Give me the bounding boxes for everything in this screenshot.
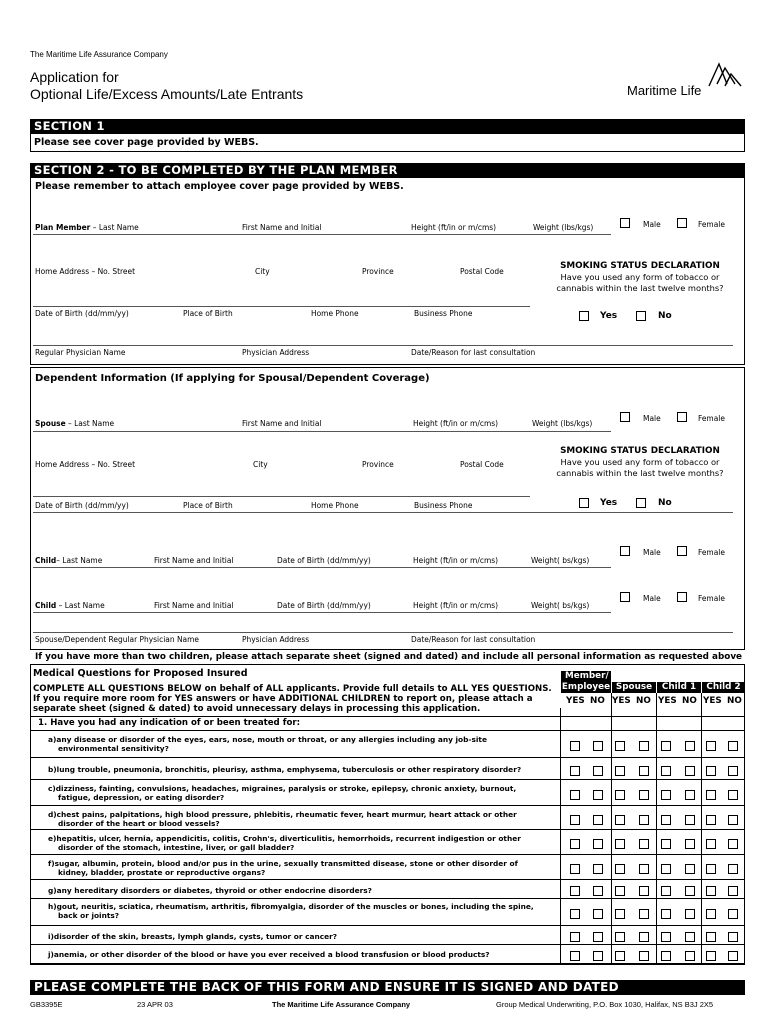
child1-female-label: Female bbox=[698, 547, 725, 557]
spouse-smoking-line2: cannabis within the last twelve months? bbox=[556, 468, 724, 478]
spouse-smoking-heading: SMOKING STATUS DECLARATION bbox=[560, 446, 720, 456]
question-h-yes-checkbox[interactable] bbox=[706, 909, 716, 919]
question-b-no-checkbox[interactable] bbox=[593, 766, 603, 776]
question-c-yes-checkbox[interactable] bbox=[661, 790, 671, 800]
question-i bbox=[48, 932, 337, 941]
question-j-yes-checkbox[interactable] bbox=[661, 951, 671, 961]
question-f-yes-checkbox[interactable] bbox=[570, 864, 580, 874]
plan-member-label: Plan Member – Last Name bbox=[35, 222, 139, 232]
child2-bottom-underline bbox=[33, 632, 733, 633]
question-line1: g)any hereditary disorders or diabetes, thyroid or other endocrine disorders? bbox=[48, 885, 372, 895]
child2-weight-label: Weight( bs/kgs) bbox=[531, 600, 590, 610]
question-c-no-checkbox[interactable] bbox=[728, 790, 738, 800]
section2-note: Please remember to attach employee cover page provided by WEBS. bbox=[35, 181, 404, 192]
physician-address-label: Physician Address bbox=[242, 347, 310, 357]
spouse-postal-label: Postal Code bbox=[460, 459, 504, 469]
question-a-no-checkbox[interactable] bbox=[728, 741, 738, 751]
medical-instr3: separate sheet (signed & dated) to avoid unnecessary delays in processing this application. bbox=[33, 704, 481, 714]
section2-header: SECTION 2 - TO BE COMPLETED BY THE PLAN MEMBER bbox=[30, 163, 745, 177]
spouse-underline bbox=[33, 431, 611, 432]
dependent-title: Dependent Information (If applying for Spousal/Dependent Coverage) bbox=[35, 373, 430, 384]
question-a-yes-checkbox[interactable] bbox=[615, 741, 625, 751]
child1-weight-label: Weight( bs/kgs) bbox=[531, 555, 590, 565]
question-f-yes-checkbox[interactable] bbox=[706, 864, 716, 874]
child2-female-checkbox[interactable] bbox=[677, 592, 687, 602]
col-employee: Employee bbox=[561, 682, 611, 692]
question-f-yes-checkbox[interactable] bbox=[615, 864, 625, 874]
member-female-checkbox[interactable] bbox=[677, 218, 687, 228]
question-i-yes-checkbox[interactable] bbox=[615, 932, 625, 942]
spouse-smoker-no-checkbox[interactable] bbox=[636, 498, 646, 508]
dependent-physician-name-label: Spouse/Dependent Regular Physician Name bbox=[35, 634, 199, 644]
question-e-yes-checkbox[interactable] bbox=[615, 839, 625, 849]
question-h-no-checkbox[interactable] bbox=[593, 909, 603, 919]
yes-head-3: YES bbox=[658, 696, 677, 706]
child2-underline bbox=[33, 612, 611, 613]
yes-head-4: YES bbox=[703, 696, 722, 706]
question-j-no-checkbox[interactable] bbox=[728, 951, 738, 961]
question-e-no-checkbox[interactable] bbox=[728, 839, 738, 849]
question-a-no-checkbox[interactable] bbox=[639, 741, 649, 751]
home-address-label: Home Address – No. Street bbox=[35, 266, 135, 276]
question-e-no-checkbox[interactable] bbox=[593, 839, 603, 849]
question-g-no-checkbox[interactable] bbox=[593, 886, 603, 896]
question-b-no-checkbox[interactable] bbox=[685, 766, 695, 776]
child1-label: Child– Last Name bbox=[35, 555, 103, 565]
weight-label: Weight (lbs/kgs) bbox=[533, 222, 594, 232]
question-b bbox=[48, 765, 521, 774]
member-smoker-no-checkbox[interactable] bbox=[636, 311, 646, 321]
spouse-province-label: Province bbox=[362, 459, 394, 469]
question-a-yes-checkbox[interactable] bbox=[661, 741, 671, 751]
member-smoker-yes-checkbox[interactable] bbox=[579, 311, 589, 321]
height-label: Height (ft/in or m/cms) bbox=[411, 222, 497, 232]
question-divider bbox=[30, 898, 745, 899]
question-divider bbox=[30, 829, 745, 830]
footer-address: Group Medical Underwriting, P.O. Box 1030, Halifax, NS B3J 2X5 bbox=[496, 1000, 714, 1009]
question-line1: i)disorder of the skin, breasts, lymph glands, cysts, tumor or cancer? bbox=[48, 931, 338, 941]
question-c-no-checkbox[interactable] bbox=[639, 790, 649, 800]
question-a-no-checkbox[interactable] bbox=[593, 741, 603, 751]
question-b-no-checkbox[interactable] bbox=[728, 766, 738, 776]
no-head-4: NO bbox=[727, 696, 742, 706]
question-h-no-checkbox[interactable] bbox=[728, 909, 738, 919]
question-line1: a)any disease or disorder of the eyes, ears, nose, mouth or throat, or any allergies including any job-site bbox=[48, 735, 487, 744]
question-divider bbox=[30, 963, 745, 964]
address-underline bbox=[33, 306, 530, 307]
spouse-smoker-yes-label: Yes bbox=[600, 498, 618, 508]
col-divider-1 bbox=[560, 708, 561, 965]
child2-female-label: Female bbox=[698, 593, 725, 603]
child2-first-name-label: First Name and Initial bbox=[154, 600, 234, 610]
question-b-yes-checkbox[interactable] bbox=[706, 766, 716, 776]
question-e-no-checkbox[interactable] bbox=[639, 839, 649, 849]
child1-female-checkbox[interactable] bbox=[677, 546, 687, 556]
form-code: GB3395E bbox=[30, 1000, 63, 1009]
child1-dob-label: Date of Birth (dd/mm/yy) bbox=[277, 555, 371, 565]
member-smoker-no-label: No bbox=[658, 311, 672, 321]
question-a-yes-checkbox[interactable] bbox=[706, 741, 716, 751]
question-divider bbox=[30, 854, 745, 855]
question-i-no-checkbox[interactable] bbox=[728, 932, 738, 942]
question-g-no-checkbox[interactable] bbox=[728, 886, 738, 896]
logo-text: Maritime Life bbox=[627, 83, 702, 98]
spouse-smoking-declaration bbox=[540, 446, 740, 479]
last-consultation-label: Date/Reason for last consultation bbox=[411, 347, 536, 357]
spouse-birth-underline bbox=[33, 512, 733, 513]
question-divider bbox=[30, 944, 745, 945]
question-line1: c)dizziness, fainting, convulsions, headaches, migraines, paralysis or stroke, epilepsy, chronic anxiety, burnout, bbox=[48, 784, 517, 793]
question-f-no-checkbox[interactable] bbox=[685, 864, 695, 874]
col-child1: Child 1 bbox=[657, 682, 701, 693]
spouse-first-name-label: First Name and Initial bbox=[242, 418, 322, 428]
child1-male-checkbox[interactable] bbox=[620, 546, 630, 556]
medical-instr1: COMPLETE ALL QUESTIONS BELOW on behalf of ALL applicants. Provide full details to ALL YES QUESTIONS. bbox=[33, 684, 552, 694]
question-divider bbox=[30, 779, 745, 780]
question-j-no-checkbox[interactable] bbox=[639, 951, 649, 961]
yes-head-2: YES bbox=[612, 696, 631, 706]
question-c-no-checkbox[interactable] bbox=[593, 790, 603, 800]
member-male-label: Male bbox=[643, 219, 661, 229]
child1-first-name-label: First Name and Initial bbox=[154, 555, 234, 565]
form-date: 23 APR 03 bbox=[137, 1000, 173, 1009]
question-i-no-checkbox[interactable] bbox=[639, 932, 649, 942]
child1-height-label: Height (ft/in or m/cms) bbox=[413, 555, 499, 565]
question-h-yes-checkbox[interactable] bbox=[661, 909, 671, 919]
question-d-no-checkbox[interactable] bbox=[593, 815, 603, 825]
child2-male-label: Male bbox=[643, 593, 661, 603]
question-f-no-checkbox[interactable] bbox=[728, 864, 738, 874]
question-f-no-checkbox[interactable] bbox=[639, 864, 649, 874]
question-line1: d)chest pains, palpitations, high blood pressure, phlebitis, rheumatic fever, heart murmur, heart attack or other bbox=[48, 810, 517, 819]
section1-box bbox=[30, 133, 745, 152]
question-line2: kidney, bladder, prostate or reproductive organs? bbox=[58, 868, 266, 877]
question-e-yes-checkbox[interactable] bbox=[661, 839, 671, 849]
no-head-1: NO bbox=[590, 696, 605, 706]
question-j-yes-checkbox[interactable] bbox=[706, 951, 716, 961]
question-b-yes-checkbox[interactable] bbox=[615, 766, 625, 776]
question-j-no-checkbox[interactable] bbox=[593, 951, 603, 961]
question-divider bbox=[30, 879, 745, 880]
physician-name-label: Regular Physician Name bbox=[35, 347, 126, 357]
question-a bbox=[48, 735, 487, 753]
question-d-yes-checkbox[interactable] bbox=[706, 815, 716, 825]
logo-mark-icon bbox=[695, 58, 745, 88]
medical-title: Medical Questions for Proposed Insured bbox=[33, 668, 248, 679]
spouse-place-of-birth-label: Place of Birth bbox=[183, 500, 233, 510]
question-g-yes-checkbox[interactable] bbox=[615, 886, 625, 896]
spouse-height-label: Height (ft/in or m/cms) bbox=[413, 418, 499, 428]
spouse-smoking-line1: Have you used any form of tobacco or bbox=[560, 457, 720, 467]
spouse-smoker-yes-checkbox[interactable] bbox=[579, 498, 589, 508]
q1-text: 1. Have you had any indication of or been treated for: bbox=[38, 718, 301, 728]
question-i-no-checkbox[interactable] bbox=[593, 932, 603, 942]
spouse-home-phone-label: Home Phone bbox=[311, 500, 359, 510]
question-g-no-checkbox[interactable] bbox=[639, 886, 649, 896]
question-f-yes-checkbox[interactable] bbox=[661, 864, 671, 874]
question-d-no-checkbox[interactable] bbox=[728, 815, 738, 825]
spouse-male-label: Male bbox=[643, 413, 661, 423]
question-line1: h)gout, neuritis, sciatica, rheumatism, arthritis, fibromyalgia, disorder of the muscles or bones, including the spine, bbox=[48, 902, 534, 911]
yes-head-1: YES bbox=[566, 696, 585, 706]
question-j bbox=[48, 950, 490, 959]
question-line2: back or joints? bbox=[58, 911, 120, 920]
medical-instr2: If you require more room for YES answers or have ADDITIONAL CHILDREN to report on, please attach a bbox=[33, 694, 533, 704]
child1-male-label: Male bbox=[643, 547, 661, 557]
col-member-top: Member/ bbox=[561, 671, 611, 682]
section1-note: Please see cover page provided by WEBS. bbox=[34, 137, 259, 148]
spouse-label: Spouse – Last Name bbox=[35, 418, 115, 428]
question-a-yes-checkbox[interactable] bbox=[570, 741, 580, 751]
question-a-no-checkbox[interactable] bbox=[685, 741, 695, 751]
title-line-2: Optional Life/Excess Amounts/Late Entrants bbox=[30, 86, 304, 102]
first-name-label: First Name and Initial bbox=[242, 222, 322, 232]
question-line2: disorder of the heart or blood vessels? bbox=[58, 819, 220, 828]
question-h-yes-checkbox[interactable] bbox=[570, 909, 580, 919]
spouse-business-phone-label: Business Phone bbox=[414, 500, 473, 510]
question-d-yes-checkbox[interactable] bbox=[661, 815, 671, 825]
postal-code-label: Postal Code bbox=[460, 266, 504, 276]
question-e-yes-checkbox[interactable] bbox=[570, 839, 580, 849]
question-j-yes-checkbox[interactable] bbox=[615, 951, 625, 961]
question-f bbox=[48, 859, 518, 877]
question-divider bbox=[30, 925, 745, 926]
question-c-no-checkbox[interactable] bbox=[685, 790, 695, 800]
question-line2: fatigue, depression, or eating disorder? bbox=[58, 793, 225, 802]
question-e-no-checkbox[interactable] bbox=[685, 839, 695, 849]
question-e-yes-checkbox[interactable] bbox=[706, 839, 716, 849]
question-d-no-checkbox[interactable] bbox=[639, 815, 649, 825]
question-i-no-checkbox[interactable] bbox=[685, 932, 695, 942]
question-line2: disorder of the stomach, intestine, liver, or gall bladder? bbox=[58, 843, 295, 852]
question-b-yes-checkbox[interactable] bbox=[661, 766, 671, 776]
dependent-consultation-label: Date/Reason for last consultation bbox=[411, 634, 536, 644]
spouse-dob-label: Date of Birth (dd/mm/yy) bbox=[35, 500, 129, 510]
question-b-no-checkbox[interactable] bbox=[639, 766, 649, 776]
question-g-no-checkbox[interactable] bbox=[685, 886, 695, 896]
plan-member-underline bbox=[33, 234, 611, 235]
section1-header: SECTION 1 bbox=[30, 119, 745, 133]
dob-label: Date of Birth (dd/mm/yy) bbox=[35, 308, 129, 318]
col-spouse: Spouse bbox=[612, 682, 656, 693]
member-male-checkbox[interactable] bbox=[620, 218, 630, 228]
company-name: The Maritime Life Assurance Company bbox=[30, 50, 168, 59]
question-c-yes-checkbox[interactable] bbox=[706, 790, 716, 800]
question-i-yes-checkbox[interactable] bbox=[570, 932, 580, 942]
spouse-smoker-no-label: No bbox=[658, 498, 672, 508]
question-line1: b)lung trouble, pneumonia, bronchitis, pleurisy, asthma, emphysema, tuberculosis or other respiratory disorder? bbox=[48, 765, 522, 774]
spouse-city-label: City bbox=[253, 459, 268, 469]
question-j-yes-checkbox[interactable] bbox=[570, 951, 580, 961]
question-i-yes-checkbox[interactable] bbox=[706, 932, 716, 942]
question-g-yes-checkbox[interactable] bbox=[706, 886, 716, 896]
question-c bbox=[48, 784, 516, 802]
question-j-no-checkbox[interactable] bbox=[685, 951, 695, 961]
dependent-box bbox=[30, 367, 745, 650]
business-phone-label: Business Phone bbox=[414, 308, 473, 318]
q1-row-line bbox=[30, 716, 745, 717]
form-title bbox=[30, 69, 350, 103]
question-g-yes-checkbox[interactable] bbox=[661, 886, 671, 896]
spouse-male-checkbox[interactable] bbox=[620, 412, 630, 422]
question-i-yes-checkbox[interactable] bbox=[661, 932, 671, 942]
question-divider bbox=[30, 757, 745, 758]
child2-male-checkbox[interactable] bbox=[620, 592, 630, 602]
footer-company: The Maritime Life Assurance Company bbox=[272, 1000, 411, 1009]
complete-back-banner: PLEASE COMPLETE THE BACK OF THIS FORM AND ENSURE IT IS SIGNED AND DATED bbox=[30, 980, 745, 995]
question-f-no-checkbox[interactable] bbox=[593, 864, 603, 874]
member-smoking-declaration bbox=[540, 261, 740, 294]
member-female-label: Female bbox=[698, 219, 725, 229]
birth-underline bbox=[33, 345, 733, 346]
question-line1: j)anemia, or other disorder of the blood or have you ever received a blood transfusion or blood products? bbox=[48, 950, 490, 959]
question-divider bbox=[30, 805, 745, 806]
spouse-address-label: Home Address – No. Street bbox=[35, 459, 135, 469]
question-h-no-checkbox[interactable] bbox=[639, 909, 649, 919]
question-d-no-checkbox[interactable] bbox=[685, 815, 695, 825]
home-phone-label: Home Phone bbox=[311, 308, 359, 318]
spouse-weight-label: Weight (lbs/kgs) bbox=[532, 418, 593, 428]
question-b-yes-checkbox[interactable] bbox=[570, 766, 580, 776]
question-line1: f)sugar, albumin, protein, blood and/or pus in the urine, sexually transmitted disease, stone or other disorder of bbox=[48, 859, 518, 868]
place-of-birth-label: Place of Birth bbox=[183, 308, 233, 318]
child2-dob-label: Date of Birth (dd/mm/yy) bbox=[277, 600, 371, 610]
question-d bbox=[48, 810, 517, 828]
spouse-female-label: Female bbox=[698, 413, 725, 423]
question-d-yes-checkbox[interactable] bbox=[570, 815, 580, 825]
q1-bottom-line bbox=[30, 730, 745, 731]
title-line-1: Application for bbox=[30, 69, 119, 85]
province-label: Province bbox=[362, 266, 394, 276]
no-head-2: NO bbox=[636, 696, 651, 706]
question-c-yes-checkbox[interactable] bbox=[615, 790, 625, 800]
dependent-physician-address-label: Physician Address bbox=[242, 634, 310, 644]
question-line2: environmental sensitivity? bbox=[58, 744, 169, 753]
no-head-3: NO bbox=[682, 696, 697, 706]
col-child2: Child 2 bbox=[702, 682, 745, 693]
question-line1: e)hepatitis, ulcer, hernia, appendicitis, colitis, Crohn's, diverticulitis, hemorrhoids, recurrent indigestion or other bbox=[48, 834, 521, 843]
question-d-yes-checkbox[interactable] bbox=[615, 815, 625, 825]
question-g-yes-checkbox[interactable] bbox=[570, 886, 580, 896]
child2-label: Child – Last Name bbox=[35, 600, 105, 610]
child2-height-label: Height (ft/in or m/cms) bbox=[413, 600, 499, 610]
question-g bbox=[48, 886, 372, 895]
more-children-note: If you have more than two children, please attach separate sheet (signed and dated) and include all personal information as requested above bbox=[35, 652, 743, 662]
smoking-heading: SMOKING STATUS DECLARATION bbox=[560, 261, 720, 271]
smoking-line1: Have you used any form of tobacco or bbox=[560, 272, 720, 282]
spouse-address-underline bbox=[33, 496, 530, 497]
smoking-line2: cannabis within the last twelve months? bbox=[556, 283, 724, 293]
question-h bbox=[48, 902, 534, 920]
question-h-no-checkbox[interactable] bbox=[685, 909, 695, 919]
city-label: City bbox=[255, 266, 270, 276]
question-h-yes-checkbox[interactable] bbox=[615, 909, 625, 919]
question-e bbox=[48, 834, 521, 852]
question-c-yes-checkbox[interactable] bbox=[570, 790, 580, 800]
spouse-female-checkbox[interactable] bbox=[677, 412, 687, 422]
child1-underline bbox=[33, 567, 611, 568]
member-smoker-yes-label: Yes bbox=[600, 311, 618, 321]
maritime-life-logo bbox=[625, 58, 745, 102]
